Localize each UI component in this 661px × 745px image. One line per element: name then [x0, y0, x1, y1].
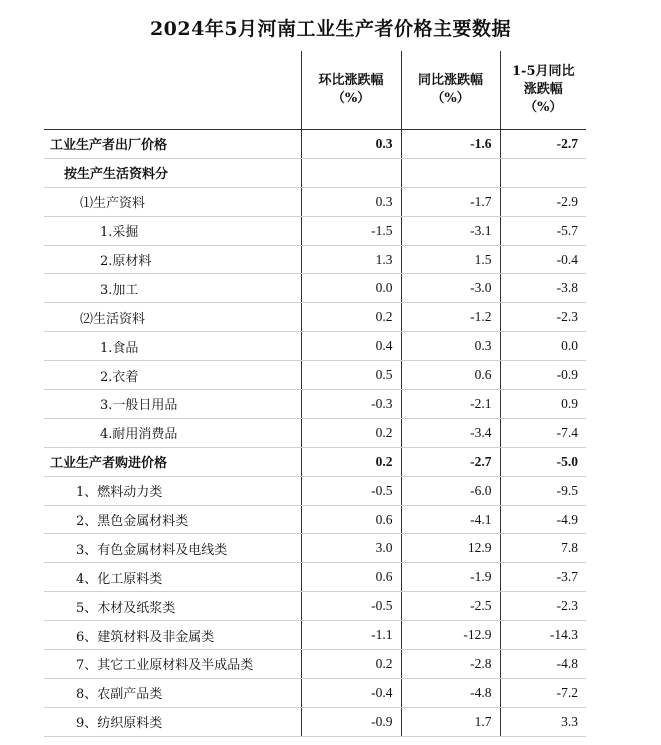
table-row [44, 476, 586, 505]
cell-mom: 0.3 [301, 130, 401, 159]
cell-ytd: -3.8 [500, 274, 586, 303]
table-row [44, 158, 586, 187]
cell-mom: -0.9 [301, 707, 401, 736]
cell-yoy: -1.9 [401, 563, 500, 592]
row-label: 5、木材及纸浆类 [44, 592, 301, 621]
page-title: 2024年5月河南工业生产者价格主要数据 [149, 18, 512, 40]
table-row [44, 707, 586, 736]
cell-yoy: -2.7 [401, 447, 500, 476]
cell-mom: 0.5 [301, 361, 401, 390]
cell-mom: 0.6 [301, 505, 401, 534]
table-row [44, 303, 586, 332]
cell-yoy: 0.6 [401, 361, 500, 390]
cell-mom: -1.1 [301, 621, 401, 650]
row-label: 按生产生活资料分 [44, 158, 301, 187]
cell-ytd: -0.9 [500, 361, 586, 390]
row-label: 2、黑色金属材料类 [44, 505, 301, 534]
header-ytd-line3: （%） [524, 100, 563, 115]
cell-ytd: -2.7 [500, 130, 586, 159]
cell-yoy: -2.1 [401, 390, 500, 419]
table-row [44, 216, 586, 245]
cell-ytd: -7.2 [500, 678, 586, 707]
header-ytd [500, 51, 586, 130]
cell-mom: 0.2 [301, 303, 401, 332]
cell-mom: 0.2 [301, 418, 401, 447]
cell-ytd: 0.9 [500, 390, 586, 419]
cell-ytd: -2.9 [500, 187, 586, 216]
cell-mom: 0.6 [301, 563, 401, 592]
row-label: 工业生产者出厂价格 [44, 130, 301, 159]
row-label: 3.一般日用品 [44, 390, 301, 419]
cell-ytd: -2.3 [500, 303, 586, 332]
cell-ytd: 0.0 [500, 332, 586, 361]
header-yoy [401, 51, 500, 130]
table-row [44, 361, 586, 390]
cell-mom: -0.3 [301, 390, 401, 419]
cell-mom: 0.2 [301, 447, 401, 476]
cell-yoy: -3.1 [401, 216, 500, 245]
table-row [44, 418, 586, 447]
row-label: 3.加工 [44, 274, 301, 303]
cell-ytd: -5.7 [500, 216, 586, 245]
cell-yoy: -4.8 [401, 678, 500, 707]
row-label: 1.食品 [44, 332, 301, 361]
cell-ytd: -0.4 [500, 245, 586, 274]
cell-yoy: -2.8 [401, 650, 500, 679]
cell-mom [301, 158, 401, 187]
cell-ytd: 3.3 [500, 707, 586, 736]
price-data-table [44, 51, 586, 737]
row-label: 工业生产者购进价格 [44, 447, 301, 476]
cell-yoy: -1.2 [401, 303, 500, 332]
table-header-row [44, 51, 586, 130]
row-label: ⑴生产资料 [44, 187, 301, 216]
cell-mom: 0.2 [301, 650, 401, 679]
header-mom [301, 51, 401, 130]
header-yoy-line2: （%） [431, 91, 470, 106]
row-label: 2.原材料 [44, 245, 301, 274]
cell-yoy: -1.6 [401, 130, 500, 159]
row-label: 8、农副产品类 [44, 678, 301, 707]
cell-mom: -0.5 [301, 476, 401, 505]
cell-yoy: 1.7 [401, 707, 500, 736]
cell-ytd: -9.5 [500, 476, 586, 505]
cell-ytd: -4.9 [500, 505, 586, 534]
table-row [44, 621, 586, 650]
cell-mom: -0.4 [301, 678, 401, 707]
table-row [44, 390, 586, 419]
table-row [44, 534, 586, 563]
cell-yoy: -3.0 [401, 274, 500, 303]
cell-ytd: -14.3 [500, 621, 586, 650]
cell-yoy: -6.0 [401, 476, 500, 505]
cell-yoy: -3.4 [401, 418, 500, 447]
row-label: 6、建筑材料及非金属类 [44, 621, 301, 650]
cell-ytd: -4.8 [500, 650, 586, 679]
table-row [44, 505, 586, 534]
row-label: 4、化工原料类 [44, 563, 301, 592]
table-row [44, 650, 586, 679]
cell-mom: -1.5 [301, 216, 401, 245]
header-mom-line2: （%） [331, 91, 371, 106]
cell-yoy: 0.3 [401, 332, 500, 361]
cell-yoy: 12.9 [401, 534, 500, 563]
row-label: ⑵生活资料 [44, 303, 301, 332]
row-label: 7、其它工业原材料及半成品类 [44, 650, 301, 679]
cell-yoy: -1.7 [401, 187, 500, 216]
table-row [44, 130, 586, 159]
cell-mom: 0.3 [301, 187, 401, 216]
header-yoy-line1: 同比涨跌幅 [417, 73, 483, 88]
cell-yoy: -12.9 [401, 621, 500, 650]
row-label: 4.耐用消费品 [44, 418, 301, 447]
cell-yoy [401, 158, 500, 187]
row-label: 1、燃料动力类 [44, 476, 301, 505]
table-row [44, 447, 586, 476]
row-label: 2.衣着 [44, 361, 301, 390]
cell-ytd: -5.0 [500, 447, 586, 476]
table-row [44, 187, 586, 216]
row-label: 3、有色金属材料及电线类 [44, 534, 301, 563]
cell-mom: 3.0 [301, 534, 401, 563]
row-label: 9、纺织原料类 [44, 707, 301, 736]
header-label-cell [44, 51, 301, 130]
cell-ytd [500, 158, 586, 187]
cell-ytd: -7.4 [500, 418, 586, 447]
cell-ytd: 7.8 [500, 534, 586, 563]
cell-ytd: -3.7 [500, 563, 586, 592]
cell-ytd: -2.3 [500, 592, 586, 621]
header-mom-line1: 环比涨跌幅 [318, 73, 384, 88]
cell-yoy: 1.5 [401, 245, 500, 274]
header-ytd-line2: 涨跌幅 [523, 82, 563, 97]
cell-yoy: -2.5 [401, 592, 500, 621]
cell-mom: 0.4 [301, 332, 401, 361]
cell-mom: -0.5 [301, 592, 401, 621]
header-ytd-line1: 1-5月同比 [512, 64, 575, 79]
cell-mom: 0.0 [301, 274, 401, 303]
cell-mom: 1.3 [301, 245, 401, 274]
table-row [44, 245, 586, 274]
table-row [44, 592, 586, 621]
cell-yoy: -4.1 [401, 505, 500, 534]
table-row [44, 332, 586, 361]
table-row [44, 563, 586, 592]
table-row [44, 274, 586, 303]
table-row [44, 678, 586, 707]
row-label: 1.采掘 [44, 216, 301, 245]
